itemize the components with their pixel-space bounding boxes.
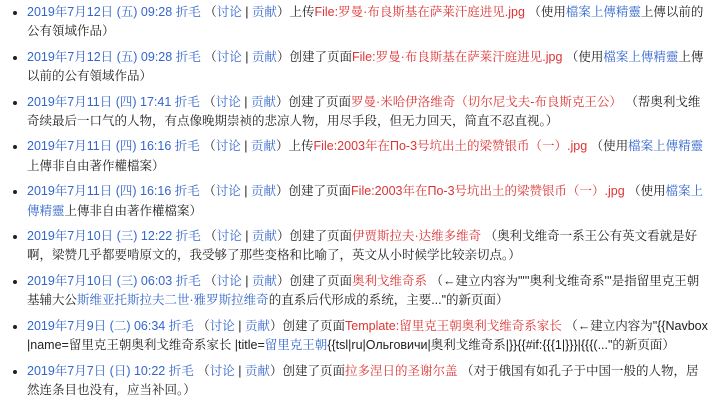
- talk-link[interactable]: 讨论: [216, 273, 242, 288]
- contribs-link[interactable]: 贡献: [251, 184, 277, 199]
- user-link[interactable]: 折毛: [168, 363, 194, 378]
- article-page-link[interactable]: 奥利戈维奇系: [351, 273, 427, 288]
- comment-text: 上傳非自由著作權檔案）: [64, 203, 203, 218]
- upload-wizard-link[interactable]: 檔案上傳精靈: [628, 139, 704, 154]
- comment-text: （对于俄国有如孔子于中国一般的人物，居然连条目也没有，应当补回。）: [27, 363, 699, 397]
- action-text: 上传: [289, 5, 315, 19]
- contribs-link[interactable]: 贡献: [251, 273, 277, 288]
- upload-wizard-link[interactable]: 檔案上傳精靈: [603, 49, 679, 64]
- paren: （: [193, 363, 210, 378]
- comment-text: 上傳非自由著作權檔案）: [27, 158, 165, 173]
- contribs-link[interactable]: 贡献: [251, 5, 277, 19]
- file-page-link[interactable]: File:2003年在По-3号坑出土的梁赞银币（一）.jpg: [351, 184, 625, 199]
- user-link[interactable]: 折毛: [168, 318, 194, 333]
- talk-link[interactable]: 讨论: [209, 318, 235, 333]
- paren: ）: [276, 273, 290, 288]
- pipe-separator: |: [241, 273, 252, 288]
- user-link[interactable]: 折毛: [174, 94, 200, 109]
- paren: （: [199, 94, 216, 109]
- timestamp-link[interactable]: 2019年7月10日 (三) 12:22: [27, 229, 173, 244]
- paren: （: [199, 184, 216, 199]
- timestamp-link[interactable]: 2019年7月7日 (日) 10:22: [27, 363, 166, 378]
- action-text: 创建了页面: [289, 273, 352, 288]
- talk-link[interactable]: 讨论: [215, 94, 241, 109]
- file-page-link[interactable]: File:2003年在По-3号坑出土的梁赞银币（一）.jpg: [313, 139, 588, 154]
- talk-link[interactable]: 讨论: [209, 363, 235, 378]
- comment-text: （使用: [587, 139, 629, 154]
- file-page-link[interactable]: File:罗曼·布良斯基在萨莱汗庭进见.jpg: [351, 49, 563, 64]
- comment-text: （奥利戈维奇一系王公有英文看就是好啊，梁赞几乎都要啃原文的，我受够了那些变格和比喻了，英文从小时候学比较亲切点。）: [27, 229, 698, 263]
- action-text: 创建了页面: [289, 49, 352, 64]
- user-link[interactable]: 折毛: [175, 49, 201, 64]
- contribution-item: [27, 272, 710, 311]
- contribution-item: [27, 48, 710, 87]
- user-link[interactable]: 折毛: [175, 229, 201, 244]
- paren: ）: [269, 318, 283, 333]
- paren: ）: [276, 94, 289, 109]
- timestamp-link[interactable]: 2019年7月10日 (三) 06:03: [27, 273, 173, 288]
- pipe-separator: |: [241, 229, 252, 244]
- contribution-item: [27, 227, 710, 266]
- comment-text: （←建立内容为"'''奥利戈维奇系'''是指留里克王朝基辅大公: [27, 273, 700, 308]
- contribs-link[interactable]: 贡献: [244, 318, 270, 333]
- paren: （: [200, 229, 217, 244]
- comment-text: （使用: [624, 184, 666, 199]
- contribs-link[interactable]: 贡献: [251, 229, 277, 244]
- action-text: 创建了页面: [282, 363, 346, 378]
- action-text: 创建了页面: [288, 94, 352, 109]
- comment-text: （使用: [562, 49, 604, 64]
- contribution-item: [27, 3, 710, 42]
- contribution-item: [27, 93, 710, 132]
- contribs-link[interactable]: 贡献: [244, 363, 270, 378]
- paren: （: [200, 49, 217, 64]
- paren: ）: [269, 363, 283, 378]
- user-link[interactable]: 折毛: [175, 5, 201, 19]
- comment-text: （帮奥利戈维奇续最后一口气的人物，有点像晚期崇祯的悲凉人物，用尽手段，但无力回天，简直不忍直视。）: [27, 94, 701, 129]
- talk-link[interactable]: 讨论: [215, 139, 241, 154]
- contribution-item: [27, 182, 710, 221]
- timestamp-link[interactable]: 2019年7月12日 (五) 09:28: [27, 5, 173, 19]
- file-page-link[interactable]: File:罗曼·布良斯基在萨莱汗庭进见.jpg: [314, 5, 525, 19]
- paren: ）: [276, 139, 289, 154]
- pipe-separator: |: [241, 49, 252, 64]
- contribution-item: [27, 317, 710, 356]
- paren: ）: [276, 229, 290, 244]
- talk-link[interactable]: 讨论: [216, 5, 242, 19]
- comment-text: {{tsl|ru|Ольговичи|奥利戈维奇系|}}{{#if:{{{1|}}}|{{{(..."的新页面）: [327, 338, 675, 353]
- comment-text: （使用: [524, 5, 566, 19]
- paren: ）: [276, 184, 289, 199]
- article-page-link[interactable]: 伊贾斯拉夫·达维多维奇: [351, 229, 482, 244]
- pipe-separator: |: [240, 184, 251, 199]
- upload-wizard-link[interactable]: 檔案上傳精靈: [565, 5, 641, 19]
- comment-text: 上傳以前的公有領域作品）: [27, 49, 704, 84]
- comment-text: 上傳以前的公有領域作品）: [27, 5, 704, 39]
- timestamp-link[interactable]: 2019年7月11日 (四) 16:16: [27, 139, 172, 154]
- timestamp-link[interactable]: 2019年7月11日 (四) 16:16: [27, 184, 172, 199]
- paren: ）: [276, 49, 290, 64]
- comment-text: 的直系后代形成的系统，主要..."的新页面）: [268, 293, 509, 308]
- action-text: 创建了页面: [289, 229, 352, 244]
- paren: （: [200, 5, 217, 19]
- user-link[interactable]: 折毛: [174, 184, 200, 199]
- action-text: 创建了页面: [288, 184, 352, 199]
- article-link[interactable]: 斯维亚托斯拉夫二世·雅罗斯拉维奇: [77, 293, 269, 308]
- pipe-separator: |: [240, 94, 251, 109]
- paren: （: [199, 139, 216, 154]
- contribution-item: [27, 362, 710, 401]
- contribs-link[interactable]: 贡献: [251, 94, 277, 109]
- pipe-separator: |: [234, 363, 245, 378]
- talk-link[interactable]: 讨论: [215, 184, 241, 199]
- user-link[interactable]: 折毛: [174, 139, 200, 154]
- contribution-item: [27, 137, 710, 176]
- template-page-link[interactable]: Template:留里克王朝奥利戈维奇系家长: [345, 318, 562, 333]
- talk-link[interactable]: 讨论: [216, 49, 242, 64]
- pipe-separator: |: [241, 5, 252, 19]
- comment-text: （←建立内容为"{{Navbox |name=留里克王朝奥利戈维奇系家长 |title=: [27, 318, 708, 353]
- contribs-link[interactable]: 贡献: [251, 139, 277, 154]
- article-link[interactable]: 留里克王朝: [264, 338, 328, 353]
- pipe-separator: |: [240, 139, 251, 154]
- article-page-link[interactable]: 罗曼·米哈伊洛维奇（切尔尼戈夫-布良斯克王公）: [351, 94, 622, 109]
- action-text: 创建了页面: [282, 318, 346, 333]
- timestamp-link[interactable]: 2019年7月11日 (四) 17:41: [27, 94, 172, 109]
- paren: ）: [276, 5, 290, 19]
- upload-wizard-link[interactable]: 檔案上傳精靈: [27, 184, 704, 218]
- contribs-link[interactable]: 贡献: [251, 49, 277, 64]
- user-link[interactable]: 折毛: [175, 273, 201, 288]
- paren: （: [200, 273, 217, 288]
- action-text: 上传: [288, 139, 314, 154]
- timestamp-link[interactable]: 2019年7月9日 (二) 06:34: [27, 318, 166, 333]
- article-page-link[interactable]: 拉多涅日的圣谢尔盖: [345, 363, 458, 378]
- talk-link[interactable]: 讨论: [216, 229, 242, 244]
- timestamp-link[interactable]: 2019年7月12日 (五) 09:28: [27, 49, 173, 64]
- pipe-separator: |: [234, 318, 245, 333]
- paren: （: [193, 318, 210, 333]
